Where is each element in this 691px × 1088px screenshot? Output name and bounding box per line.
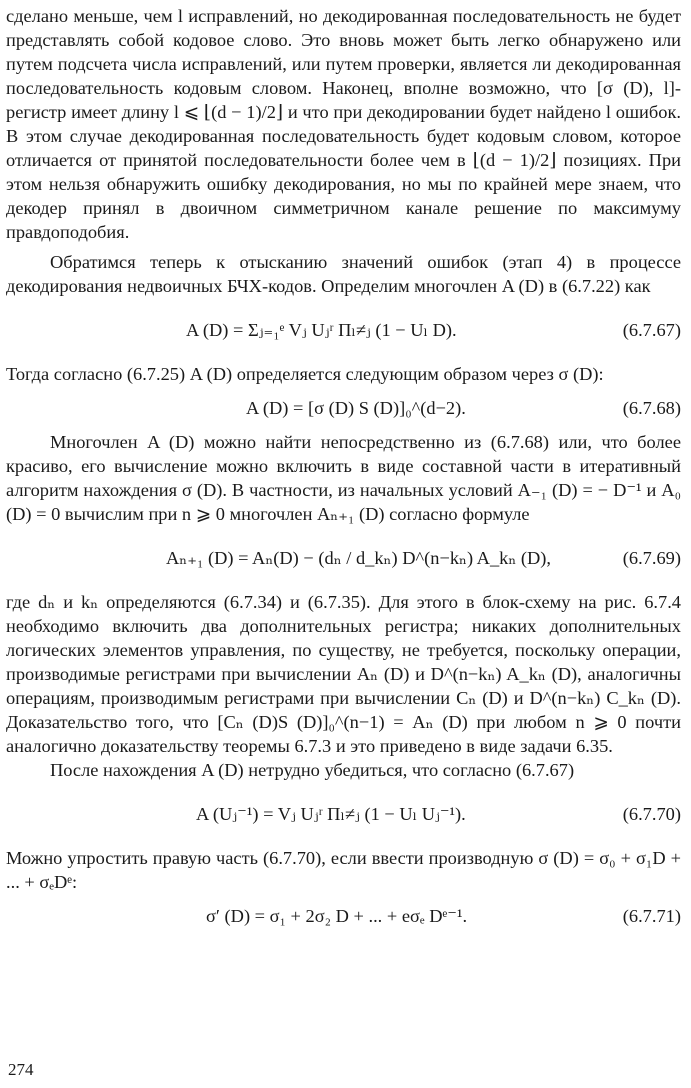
paragraph-4: Многочлен A (D) можно найти непосредственно из (6.7.68) или, что более красиво, его вычисление можно включить в виде составной части в итеративный алгоритм нахождения σ (D). В частности, из начальных условий A₋₁ (D) = − D⁻¹ и A₀ (D) = 0 вычислим при n ⩾ 0 многочлен Aₙ₊₁ (D) согласно формуле — [6, 432, 681, 524]
equation-6-7-68 — [6, 388, 681, 428]
equation-body: A (D) = Σⱼ₌₁ᵉ Vⱼ Uⱼʳ Πₗ≠ⱼ (1 − Uₗ D). — [186, 320, 457, 340]
paragraph-6: После нахождения A (D) нетрудно убедиться, что согласно (6.7.67) — [50, 760, 575, 780]
paragraph-1: сделано меньше, чем l исправлений, но декодированная последовательность не будет представлять собой кодовое слово. Это вновь может быть легко обнаружено или путем подсчета числа исправлений, или путем проверки, является ли декодированная последовательность кодовым словом. Наконец, вполне возможно, что [σ (D), l]-регистр имеет длину l ⩽ ⌊(d − 1)/2⌋ и что при декодировании будет найдено l ошибок. В этом случае декодированная последовательность будет кодовым словом, которое отличается от принятой последовательности более чем в ⌊(d − 1)/2⌋ позициях. При этом нельзя обнаружить ошибку декодирования, но мы по крайней мере знаем, что декодер принял в двоичном симметричном канале решение по максимуму правдоподобия. — [6, 6, 681, 242]
equation-number: (6.7.71) — [622, 906, 681, 926]
paragraph-3: Тогда согласно (6.7.25) A (D) определяется следующим образом через σ (D): — [6, 364, 604, 384]
equation-6-7-70 — [6, 784, 681, 844]
equation-number: (6.7.69) — [622, 548, 681, 568]
equation-6-7-71 — [6, 896, 681, 936]
equation-body: σ′ (D) = σ₁ + 2σ₂ D + ... + eσₑ Dᵉ⁻¹. — [206, 906, 468, 926]
paragraph-5: где dₙ и kₙ определяются (6.7.34) и (6.7.35). Для этого в блок-схему на рис. 6.7.4 необходимо включить два дополнительных регистра; никаких дополнительных логических элементов управления, по существу, не требуется, поскольку операции, производимые регистрами при вычислении Aₙ (D) и D^(n−kₙ) A_kₙ (D), аналогичны операциям, производимым регистрами при вычислении Cₙ (D) и D^(n−kₙ) C_kₙ (D). Доказательство того, что [Cₙ (D)S (D)]₀^(n−1) = Aₙ (D) при любом n ⩾ 0 почти аналогично доказательству теоремы 6.7.3 и это приведено в виде задачи 6.35. — [6, 592, 681, 756]
equation-6-7-67 — [6, 300, 681, 360]
equation-number: (6.7.67) — [622, 320, 681, 340]
paragraph-7: Можно упростить правую часть (6.7.70), если ввести производную σ (D) = σ₀ + σ₁D + ... + σₑDᵉ: — [6, 848, 681, 892]
equation-body: A (Uⱼ⁻¹) = Vⱼ Uⱼʳ Πₗ≠ⱼ (1 − Uₗ Uⱼ⁻¹). — [196, 804, 466, 824]
equation-number: (6.7.68) — [622, 398, 681, 418]
page-number: 274 — [8, 1060, 34, 1079]
equation-body: Aₙ₊₁ (D) = Aₙ(D) − (dₙ / d_kₙ) D^(n−kₙ) A_kₙ (D), — [166, 548, 552, 568]
equation-number: (6.7.70) — [622, 804, 681, 824]
equation-body: A (D) = [σ (D) S (D)]₀^(d−2). — [246, 398, 466, 418]
equation-6-7-69 — [6, 528, 681, 588]
paragraph-2: Обратимся теперь к отысканию значений ошибок (этап 4) в процессе декодирования недвоичных БЧХ-кодов. Определим многочлен A (D) в (6.7.22) как — [6, 252, 681, 296]
